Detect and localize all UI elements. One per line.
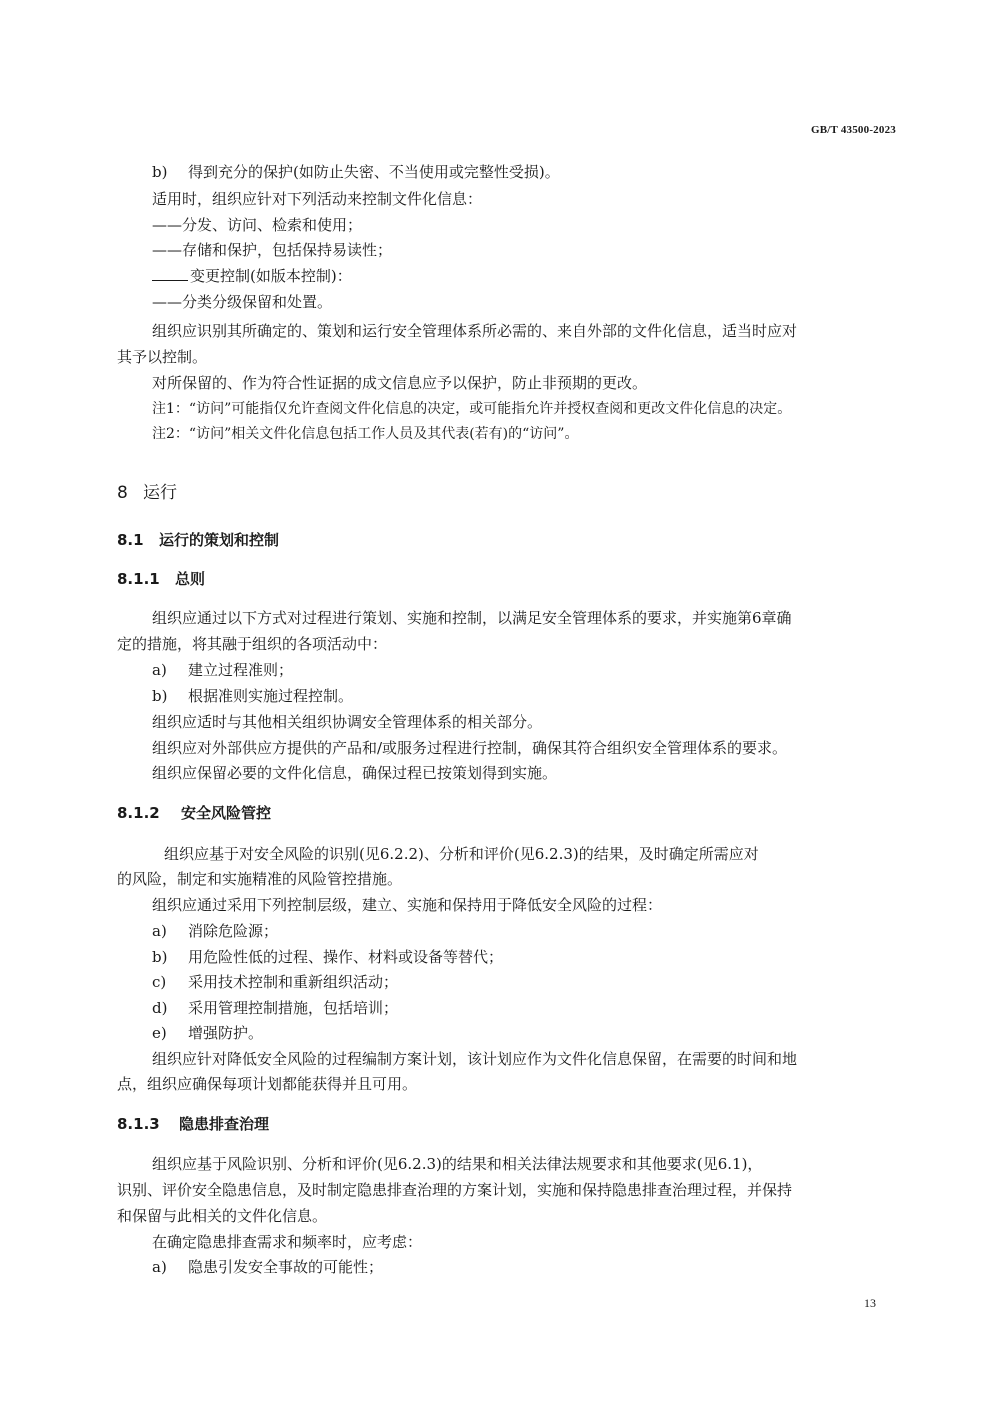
note-2: 注2：“访问”相关文件化信息包括工作人员及其代表(若有)的“访问”。 <box>152 426 579 442</box>
subsection-title: 隐患排查治理 <box>179 1115 270 1133</box>
subsection-heading <box>117 1113 269 1135</box>
paragraph: 组织应适时与其他相关组织协调安全管理体系的相关部分。 <box>152 713 543 731</box>
paragraph: 组织应通过采用下列控制层级，建立、实施和保持用于降低安全风险的过程： <box>152 896 663 914</box>
subsection-number: 8.1.3 <box>117 1115 160 1133</box>
list-label: b) <box>152 163 168 181</box>
list-item <box>152 1256 383 1278</box>
list-label: a) <box>152 661 167 679</box>
paragraph-line: 组织应识别其所确定的、策划和运行安全管理体系所必需的、来自外部的文件化信息，适当时应对 <box>152 322 798 340</box>
subsection-heading <box>117 568 205 590</box>
list-label: b) <box>152 948 168 966</box>
dash-blank <box>152 265 188 281</box>
list-label: c) <box>152 973 167 991</box>
list-item <box>152 971 398 993</box>
subsection-title: 安全风险管控 <box>181 804 272 822</box>
dash-item: ——分类分级保留和处置。 <box>152 293 333 311</box>
list-label: d) <box>152 999 168 1017</box>
paragraph-line: 定的措施，将其融于组织的各项活动中： <box>117 635 388 653</box>
list-label: a) <box>152 1258 167 1276</box>
note-1: 注1：“访问”可能指仅允许查阅文件化信息的决定，或可能指允许并授权查阅和更改文件化信息的决定。 <box>152 401 792 417</box>
paragraph: 对所保留的、作为符合性证据的成文信息应予以保护，防止非预期的更改。 <box>152 374 648 392</box>
list-text: 建立过程准则； <box>188 661 294 679</box>
list-item <box>152 920 278 942</box>
subsection-title: 总则 <box>175 570 206 588</box>
paragraph-line: 和保留与此相关的文件化信息。 <box>117 1207 328 1225</box>
list-label: a) <box>152 922 167 940</box>
list-item <box>152 997 398 1019</box>
list-text: 采用管理控制措施，包括培训； <box>188 999 399 1017</box>
list-item <box>152 685 353 707</box>
page-number: 13 <box>864 1296 876 1310</box>
paragraph-line: 的风险，制定和实施精准的风险管控措施。 <box>117 870 403 888</box>
paragraph-line: 点，组织应确保每项计划都能获得并且可用。 <box>117 1075 418 1093</box>
dash-item <box>152 265 352 287</box>
paragraph: 组织应保留必要的文件化信息，确保过程已按策划得到实施。 <box>152 764 558 782</box>
paragraph-line: 组织应通过以下方式对过程进行策划、实施和控制，以满足安全管理体系的要求，并实施第6章确 <box>152 609 792 627</box>
list-label: b) <box>152 687 168 705</box>
list-text: 增强防护。 <box>188 1024 264 1042</box>
dash-text: 变更控制(如版本控制)： <box>190 267 352 285</box>
paragraph: 组织应对外部供应方提供的产品和/或服务过程进行控制，确保其符合组织安全管理体系的要求。 <box>152 739 788 757</box>
section-title: 运行的策划和控制 <box>159 531 280 549</box>
paragraph-line: 组织应针对降低安全风险的过程编制方案计划，该计划应作为文件化信息保留，在需要的时间和地 <box>152 1050 798 1068</box>
list-item <box>152 161 560 183</box>
chapter-title: 运行 <box>143 483 177 503</box>
list-text: 根据准则实施过程控制。 <box>188 687 354 705</box>
list-text: 采用技术控制和重新组织活动； <box>188 973 399 991</box>
subsection-heading <box>117 802 271 824</box>
list-label: e) <box>152 1024 167 1042</box>
section-heading <box>117 529 279 551</box>
subsection-number: 8.1.1 <box>117 570 160 588</box>
paragraph: 适用时，组织应针对下列活动来控制文件化信息： <box>152 190 483 208</box>
section-number: 8.1 <box>117 531 144 549</box>
list-text: 得到充分的保护(如防止失密、不当使用或完整性受损)。 <box>188 163 560 181</box>
subsection-number: 8.1.2 <box>117 804 160 822</box>
list-text: 消除危险源； <box>188 922 279 940</box>
paragraph-line: 识别、评价安全隐患信息，及时制定隐患排查治理的方案计划，实施和保持隐患排查治理过程，并保持 <box>117 1181 793 1199</box>
list-item <box>152 1022 263 1044</box>
dash-item: ——存储和保护，包括保持易读性； <box>152 241 393 259</box>
list-text: 用危险性低的过程、操作、材料或设备等替代； <box>188 948 504 966</box>
paragraph-line: 组织应基于对安全风险的识别(见6.2.2)、分析和评价(见6.2.3)的结果，及时确定所需应对 <box>164 845 759 863</box>
chapter-heading <box>117 482 177 504</box>
paragraph-line: 其予以控制。 <box>117 348 208 366</box>
list-item <box>152 946 503 968</box>
paragraph: 在确定隐患排查需求和频率时，应考虑： <box>152 1233 423 1251</box>
list-text: 隐患引发安全事故的可能性； <box>188 1258 384 1276</box>
standard-code: GB/T 43500-2023 <box>810 124 896 136</box>
list-item <box>152 659 293 681</box>
paragraph-line: 组织应基于风险识别、分析和评价(见6.2.3)的结果和相关法律法规要求和其他要求(见6.1)， <box>152 1155 763 1173</box>
dash-item: ——分发、访问、检索和使用； <box>152 216 363 234</box>
chapter-number: 8 <box>117 483 128 503</box>
